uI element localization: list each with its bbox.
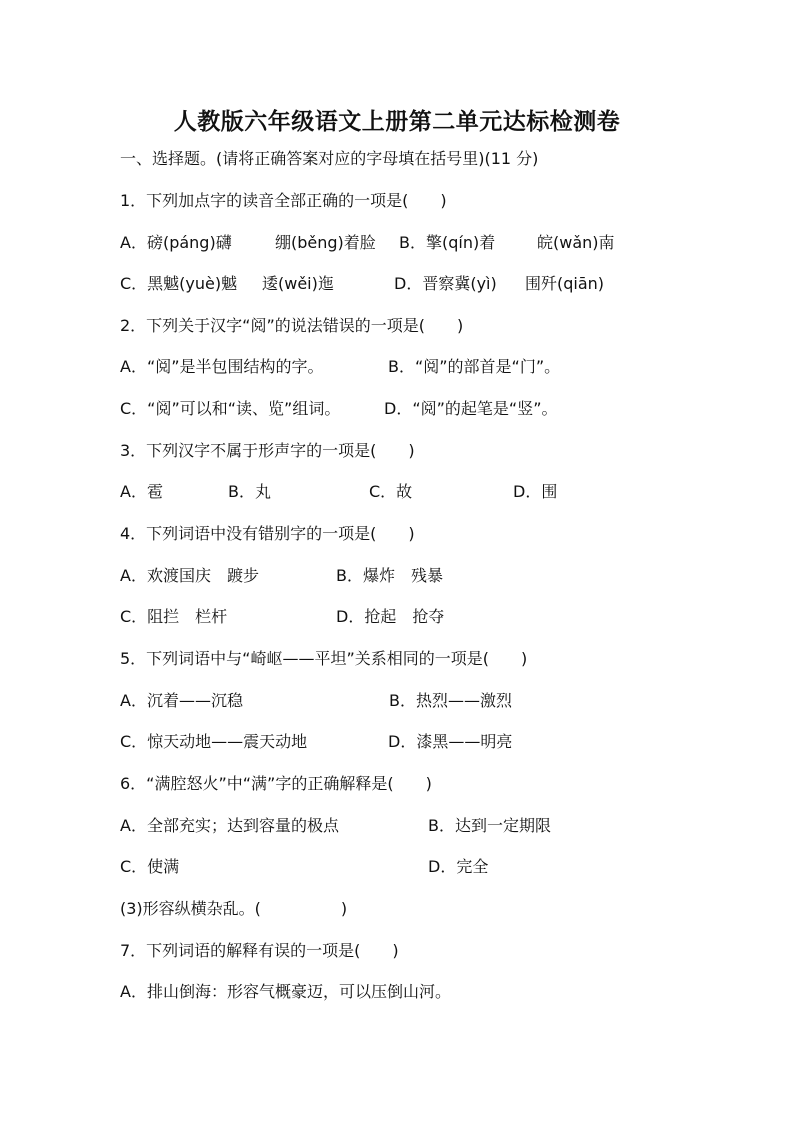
q5-option-b: B．热烈——激烈 xyxy=(389,691,512,710)
q5-option-a: A．沉着——沉稳 xyxy=(120,691,243,710)
q2-option-d: D．“阅”的起笔是“竖”。 xyxy=(384,399,558,418)
q2-option-c: C．“阅”可以和“读、览”组词。 xyxy=(120,399,341,418)
question-6-stem: 6．“满腔怒火”中“满”字的正确解释是( ) xyxy=(120,774,432,793)
q4-option-c: C．阻拦 栏杆 xyxy=(120,607,228,626)
section-heading: 一、选择题。(请将正确答案对应的字母填在括号里)(11 分) xyxy=(120,149,539,168)
question-3-stem: 3．下列汉字不属于形声字的一项是( ) xyxy=(120,441,415,460)
q1-option-c-part1: C．黑魆(yuè)魆 xyxy=(120,274,238,293)
q6-option-d: D．完全 xyxy=(428,857,489,876)
q5-option-c: C．惊天动地——震天动地 xyxy=(120,732,308,751)
q3-option-c: C．故 xyxy=(369,482,413,501)
question-1-stem: 1．下列加点字的读音全部正确的一项是( ) xyxy=(120,191,447,210)
q6-option-a: A．全部充实；达到容量的极点 xyxy=(120,816,339,835)
question-2-stem: 2．下列关于汉字“阅”的说法错误的一项是( ) xyxy=(120,316,464,335)
question-6-subitem: (3)形容纵横杂乱。( ) xyxy=(120,899,348,918)
q1-option-a-part2: 绷(běng)着脸 xyxy=(275,233,376,252)
q6-option-c: C．使满 xyxy=(120,857,180,876)
q3-option-a: A．雹 xyxy=(120,482,163,501)
q4-option-a: A．欢渡国庆 踱步 xyxy=(120,566,259,585)
q3-option-d: D．围 xyxy=(513,482,558,501)
q6-option-b: B．达到一定期限 xyxy=(428,816,551,835)
q1-option-b-part2: 皖(wǎn)南 xyxy=(537,233,615,252)
page-title: 人教版六年级语文上册第二单元达标检测卷 xyxy=(173,108,621,135)
question-5-stem: 5．下列词语中与“崎岖——平坦”关系相同的一项是( ) xyxy=(120,649,528,668)
q1-option-d-part1: D．晋察冀(yì) xyxy=(394,274,497,293)
q1-option-d-part2: 围歼(qiān) xyxy=(525,274,605,293)
q1-option-c-part2: 逶(wěi)迤 xyxy=(262,274,334,293)
q2-option-a: A．“阅”是半包围结构的字。 xyxy=(120,357,324,376)
q3-option-b: B．丸 xyxy=(228,482,271,501)
question-7-stem: 7．下列词语的解释有误的一项是( ) xyxy=(120,941,399,960)
q7-option-a: A．排山倒海：形容气概豪迈，可以压倒山河。 xyxy=(120,982,451,1001)
q4-option-b: B．爆炸 残暴 xyxy=(336,566,443,585)
question-4-stem: 4．下列词语中没有错别字的一项是( ) xyxy=(120,524,415,543)
q1-option-a-part1: A．磅(páng)礴 xyxy=(120,233,232,252)
q2-option-b: B．“阅”的部首是“门”。 xyxy=(388,357,561,376)
q1-option-b-part1: B．擎(qín)着 xyxy=(399,233,496,252)
q4-option-d: D．抢起 抢夺 xyxy=(336,607,445,626)
q5-option-d: D．漆黑——明亮 xyxy=(388,732,513,751)
